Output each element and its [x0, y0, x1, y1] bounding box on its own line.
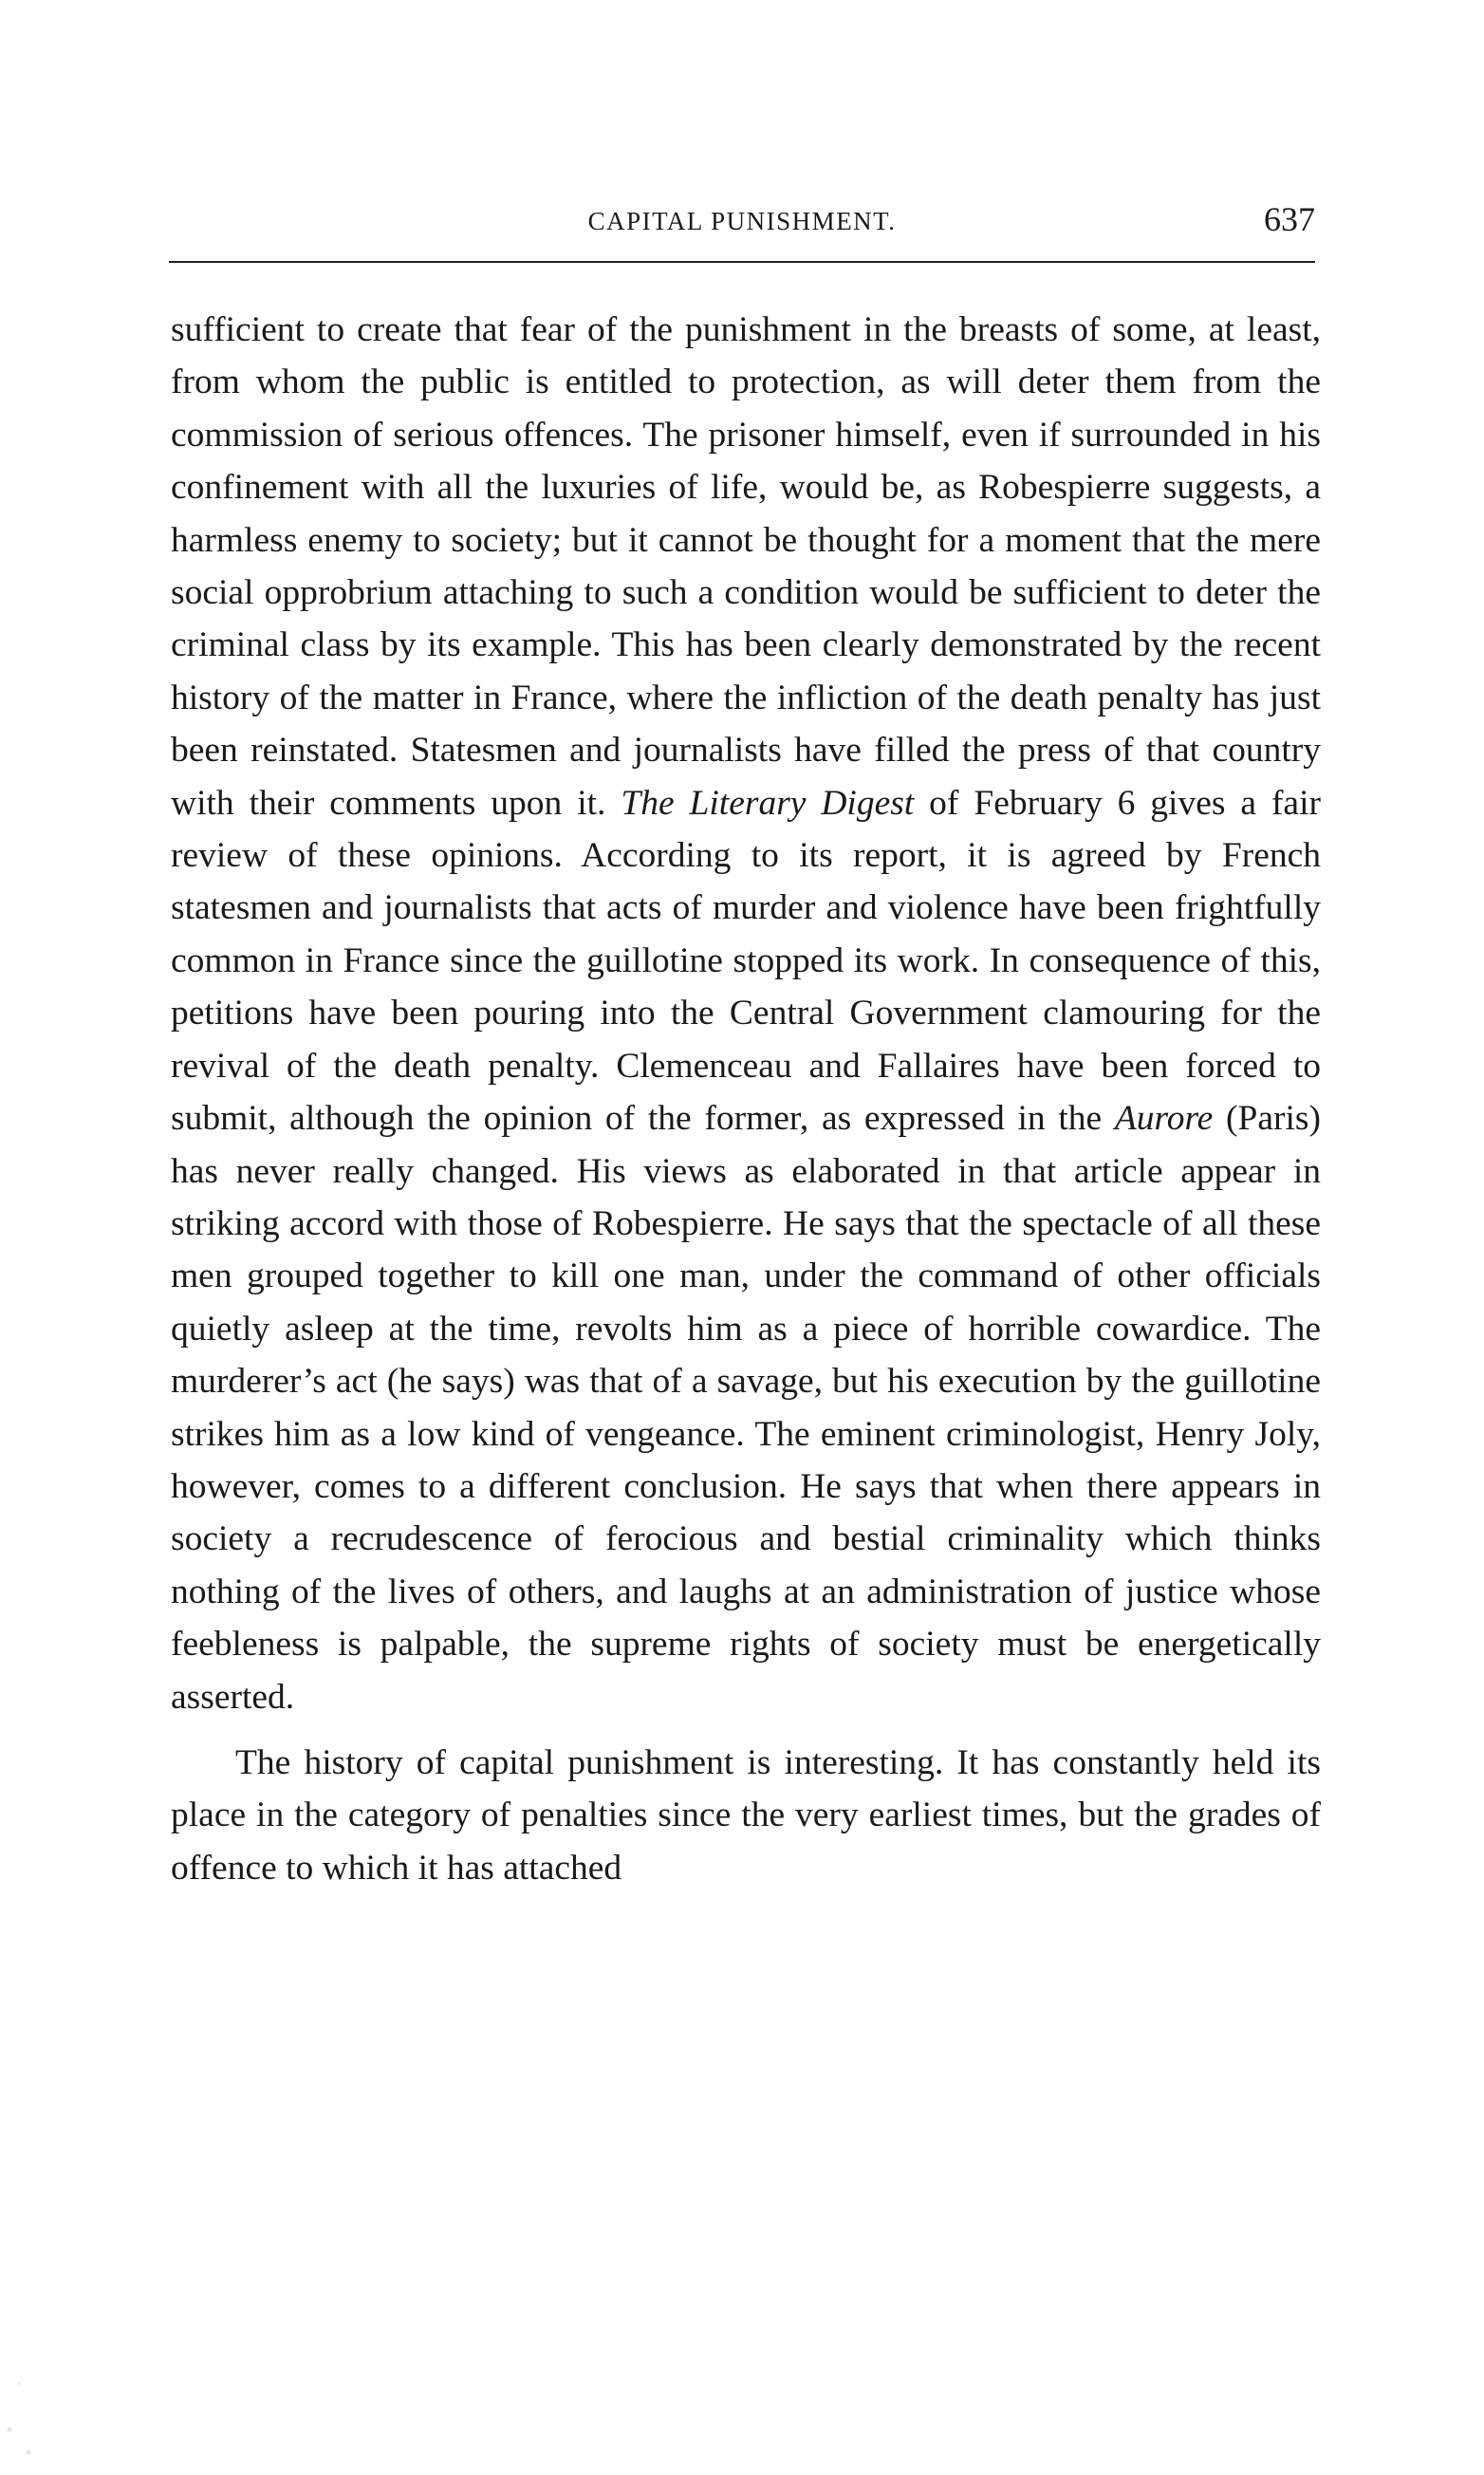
literary-digest-title: The Literary Digest — [621, 783, 915, 823]
paragraph-1-part-c: (Paris) has never really changed. His views as elaborated in that article appear in striking accord with those of Robespierre. He says that the spectacle of all these men grouped together to kill one man, under the command of other officials quietly asleep at the time, revolts him as a piece of horrible cowardice. The murderer’s act (he says) was that of a savage, but his execution by the guillotine strikes him as a low kind of vengeance. The eminent criminologist, Henry Joly, however, comes to a different conclusion. He says that when there appears in society a recrudescence of ferocious and bestial criminality which thinks nothing of the lives of others, and laughs at an administration of justice whose feebleness is palpable, the supreme rights of society must be energetically asserted. — [171, 1099, 1321, 1717]
body-text — [171, 304, 1321, 1894]
paragraph-1-part-b: of February 6 gives a fair review of these opinions. According to its report, it is agreed by French statesmen and journalists that acts of murder and violence have been frightfully common in France since the guillotine stopped its work. In consequence of this, petitions have been pouring into the Central Government clamouring for the revival of the death penalty. Clemenceau and Fallaires have been forced to submit, although the opinion of the former, as expressed in the — [171, 783, 1321, 1139]
header-rule — [169, 261, 1315, 263]
running-title: CAPITAL PUNISHMENT. — [587, 207, 897, 235]
scan-speckle — [0, 2323, 47, 2475]
paragraph-1 — [171, 304, 1321, 1723]
page-number: 637 — [1264, 200, 1315, 238]
paragraph-2: The history of capital punishment is interesting. It has constantly held its place in the category of penalties since the very earliest times, but the grades of offence to which it has attached — [171, 1742, 1321, 1888]
running-head — [169, 199, 1315, 247]
aurore-title: Aurore — [1114, 1099, 1214, 1139]
paragraph-1-part-a: sufficient to create that fear of the punishment in the breasts of some, at least, from whom the public is entitled to protection, as will deter them from the commission of serious offences. The prisoner himself, even if surrounded in his confinement with all the luxuries of life, would be, as Robespierre suggests, a harmless enemy to society; but it cannot be thought for a moment that the mere social opprobrium attaching to such a condition would be sufficient to deter the criminal class by its example. This has been clearly demonstrated by the recent history of the matter in France, where the infliction of the death penalty has just been reinstated. Statesmen and journalists have filled the press of that country with their comments upon it. — [171, 310, 1321, 823]
